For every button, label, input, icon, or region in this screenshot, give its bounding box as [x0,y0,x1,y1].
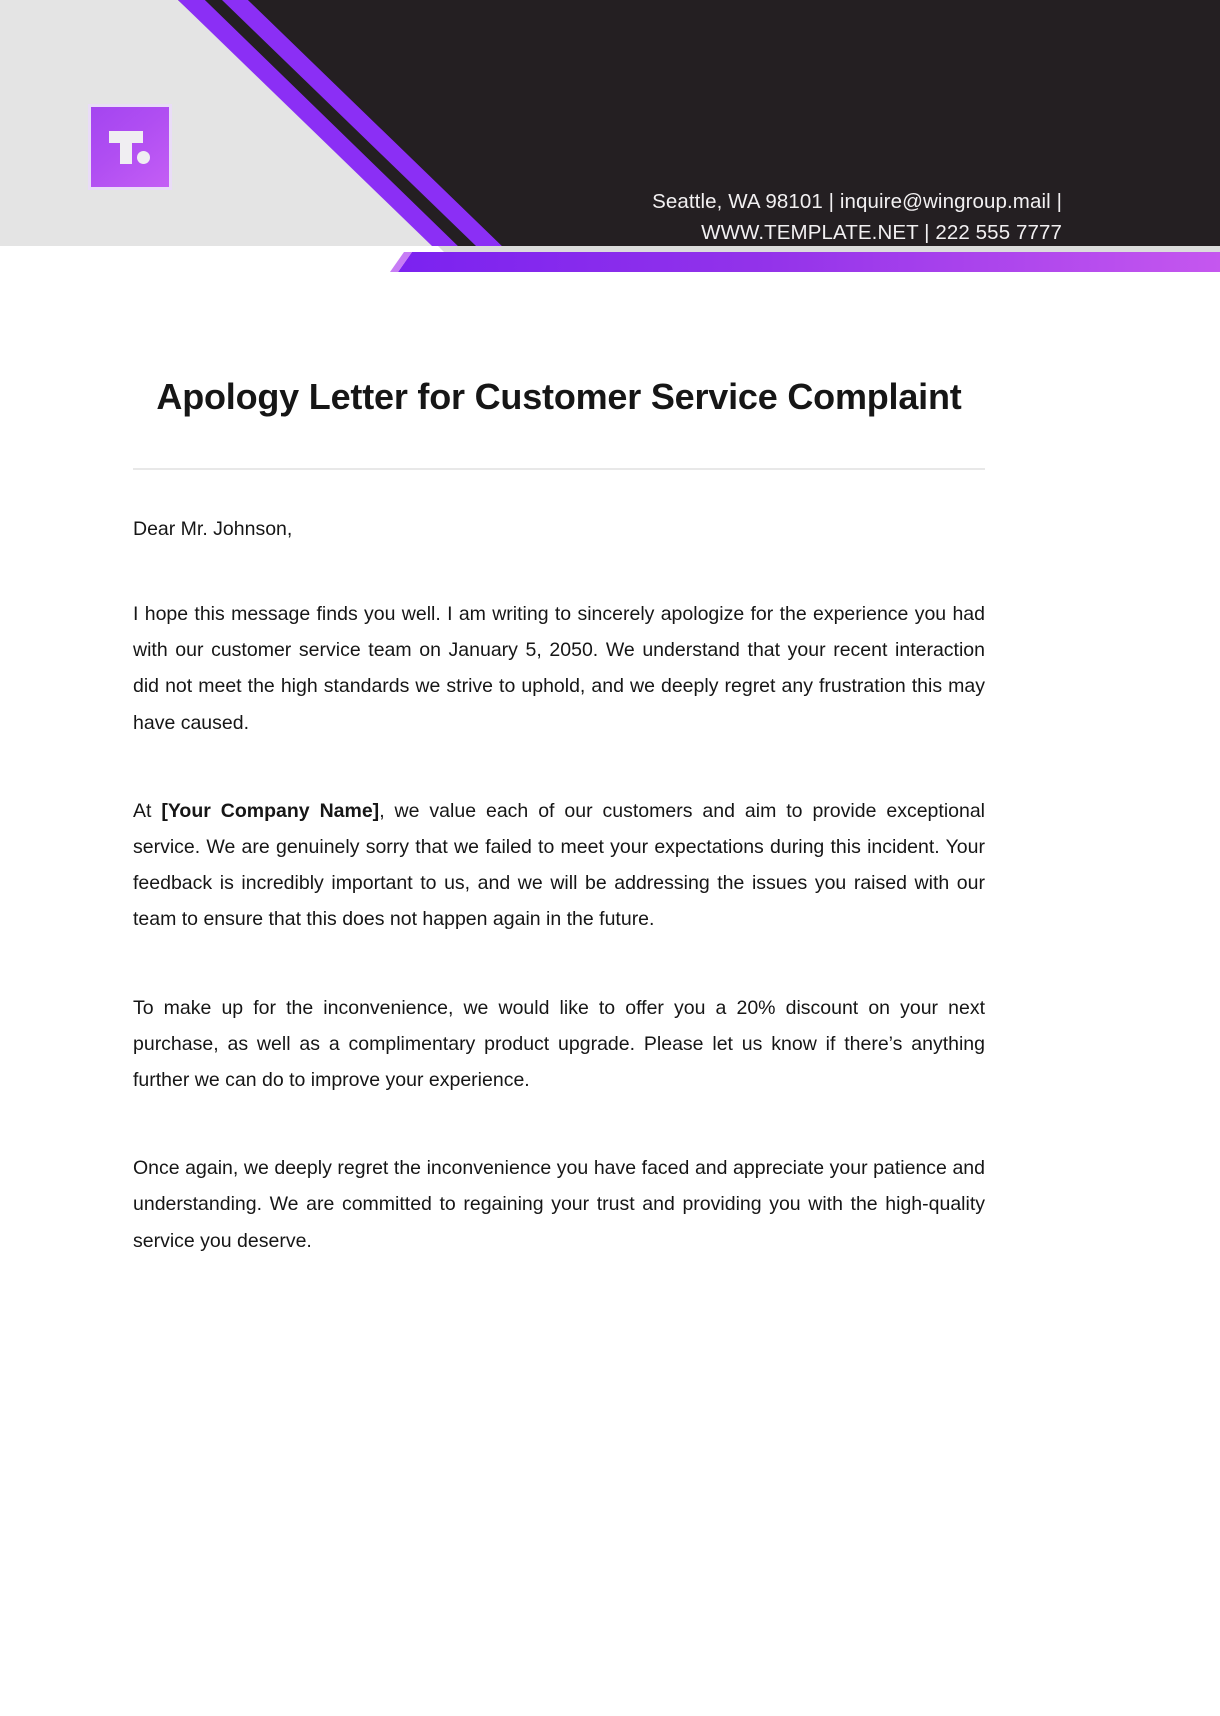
letter-body [133,0,985,1259]
salutation: Dear Mr. Johnson, [133,518,293,540]
logo-t-stem [120,131,132,164]
letter-paragraph-3: To make up for the inconvenience, we would like to offer you a 20% discount on your next purchase, as well as a complimentary product upgrade. Please let us know if there’s anything further we can do to improve your experience. [133,996,985,1092]
letter-paragraph-1: I hope this message finds you well. I am writing to sincerely apologize for the experience you had with our customer service team on January 5, 2050. We understand that your recent interaction did not meet the high standards we strive to uphold, and we deeply regret any frustration this may have caused. [133,603,985,734]
paragraph-2-lead: At [133,799,162,822]
header-contact-info: Seattle, WA 98101 | inquire@wingroup.mail | WWW.TEMPLATE.NET | 222 555 7777 [652,190,1062,244]
company-name-placeholder: [Your Company Name] [161,799,380,822]
paragraph-2-rest: , we value each of our customers and aim to provide exceptional service. We are genuinely sorry that we failed to meet your expectations during this incident. Your feedback is incredibly important to us, and we will be addressing the issues you raised with our team to ensure that this does not happen again in the future. [133,799,986,931]
letter-paragraph-4: Once again, we deeply regret the inconvenience you have faced and appreciate your patience and understanding. We are committed to regaining your trust and providing you with the high-quality service you deserve. [133,1157,985,1252]
letter-paragraph-2 [133,741,985,938]
page-title: Apology Letter for Customer Service Complaint [156,376,962,417]
